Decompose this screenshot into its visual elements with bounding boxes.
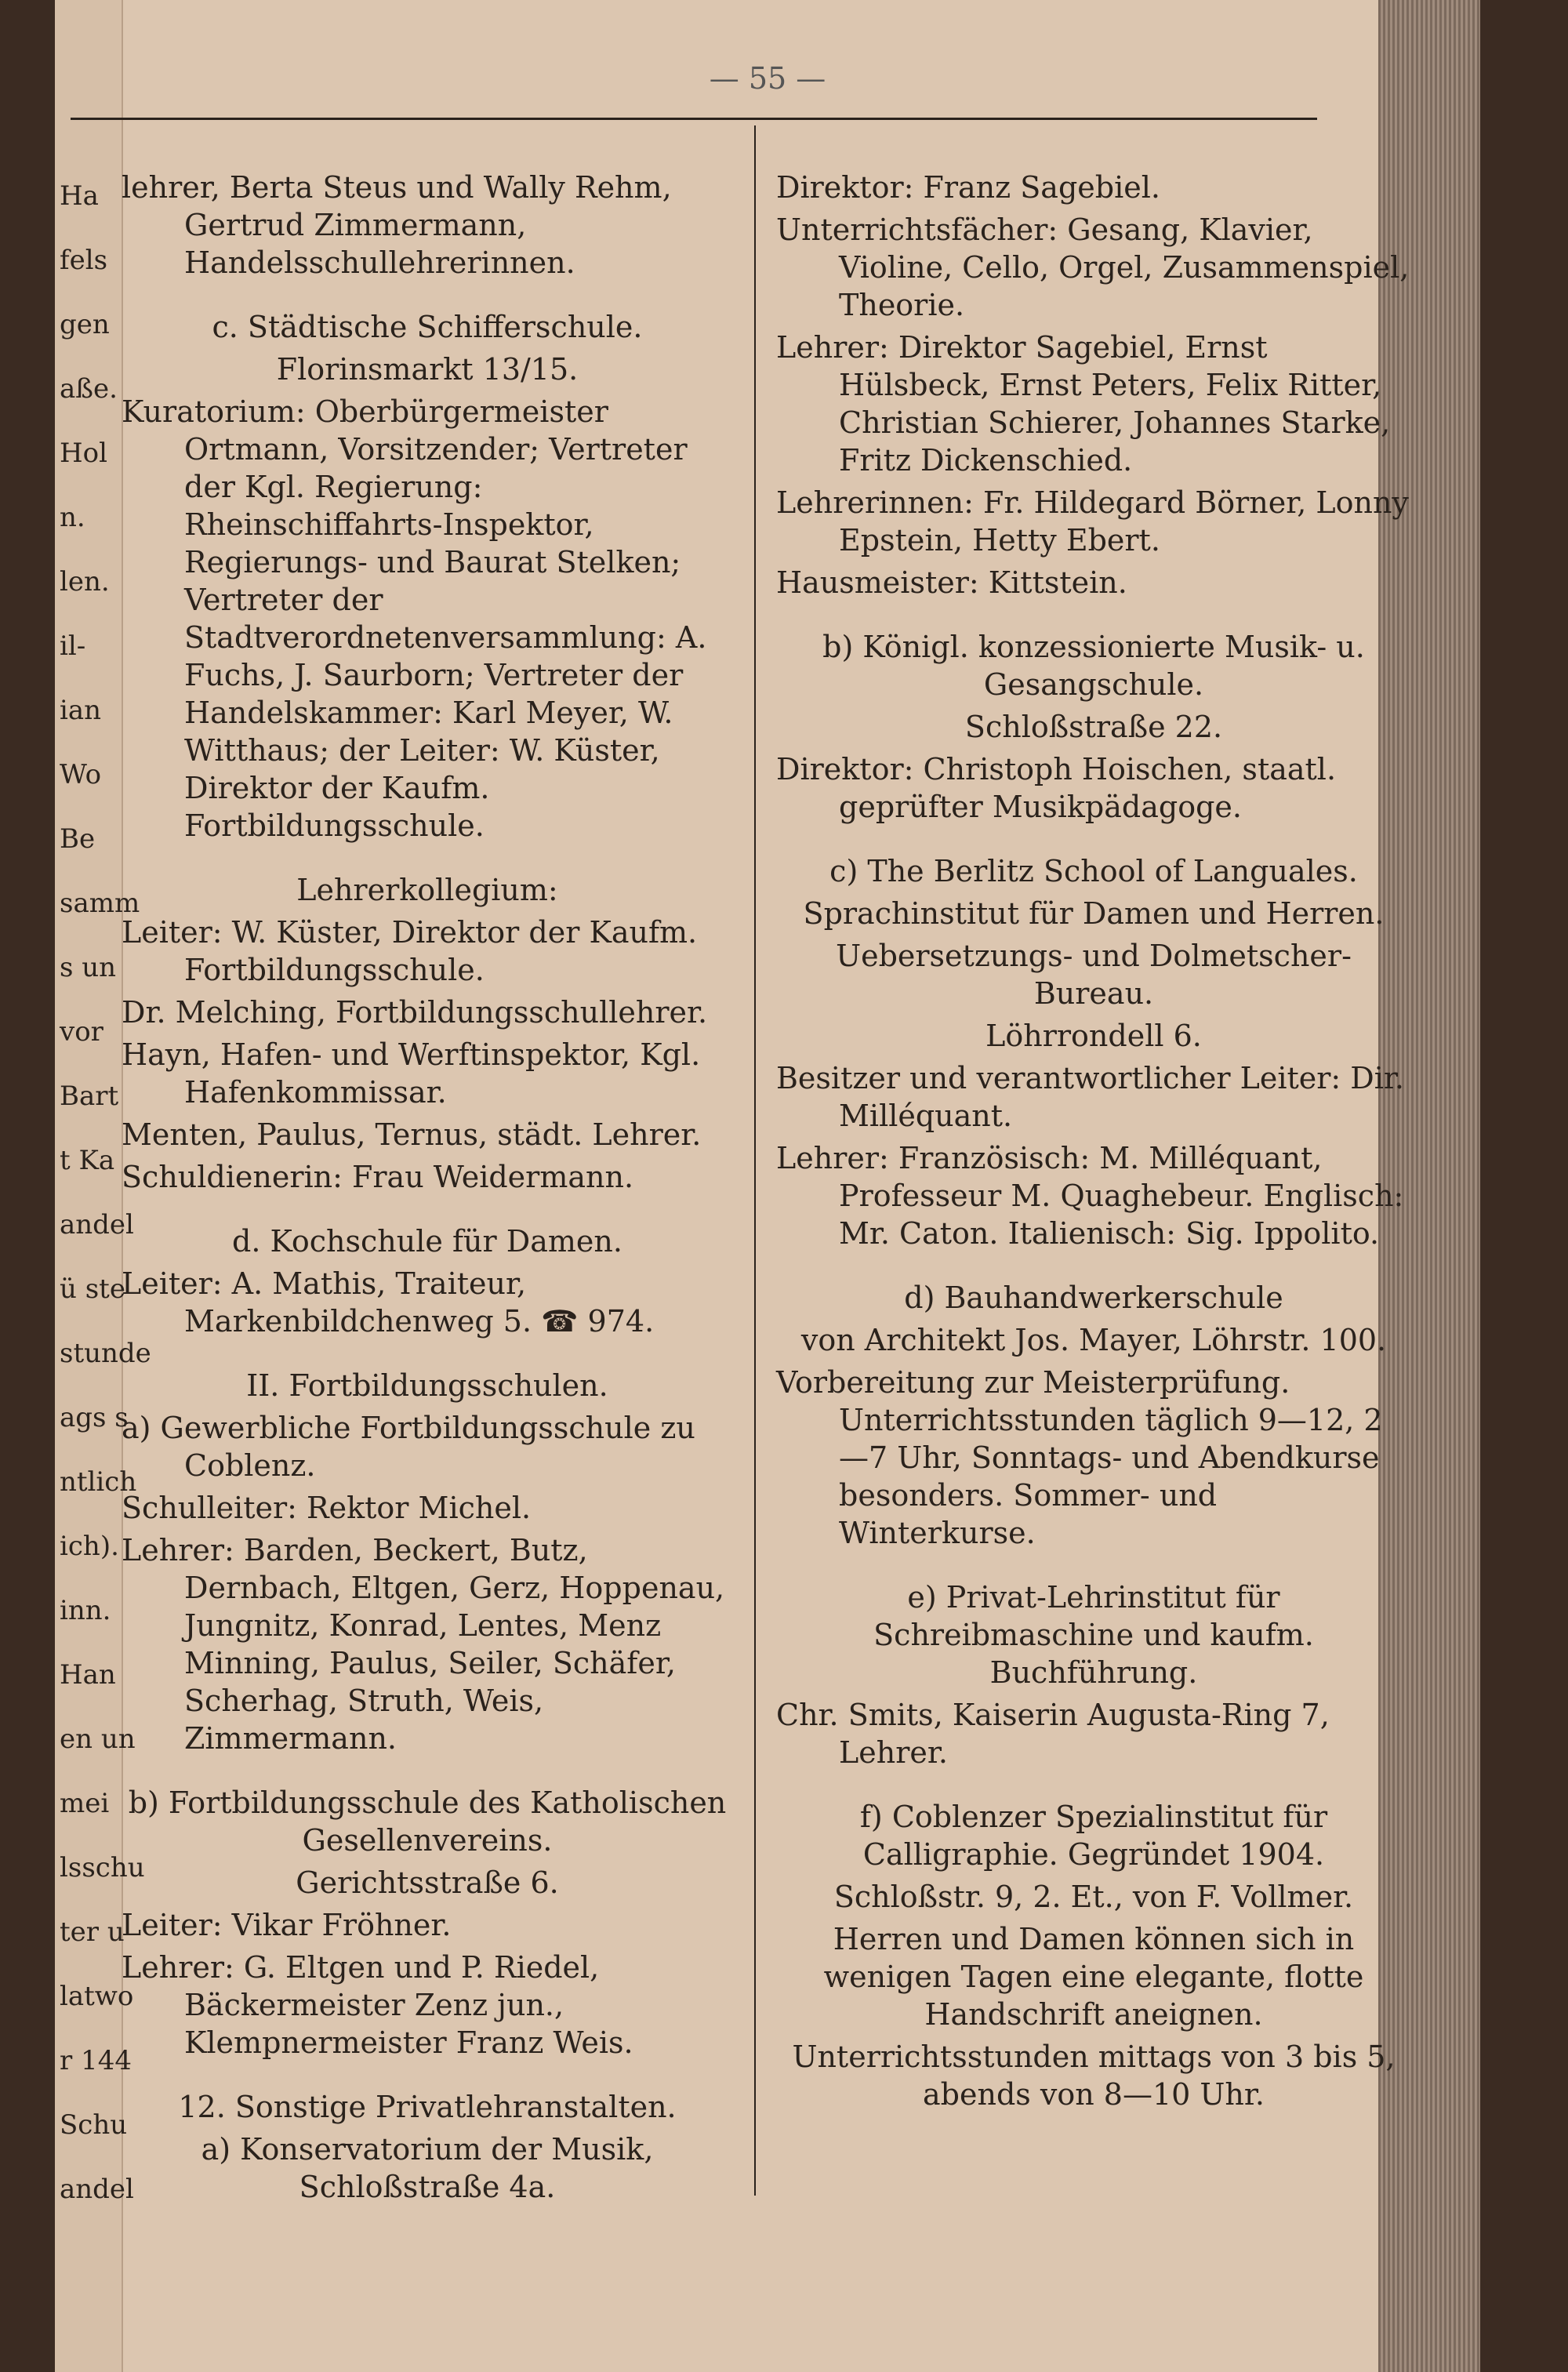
paragraph-gap bbox=[122, 1201, 733, 1222]
book-page bbox=[55, 0, 1480, 2372]
margin-fragment: s un bbox=[60, 952, 117, 983]
margin-fragment: andel bbox=[60, 1209, 134, 1240]
section-heading: II. Fortbildungsschulen. bbox=[246, 1368, 608, 1403]
margin-fragment: Wo bbox=[60, 759, 102, 790]
entry-paragraph: Schuldienerin: Frau Weidermann. bbox=[122, 1160, 634, 1194]
entry-paragraph: Lehrer: Barden, Beckert, Butz, Dernbach, Eltgen, Gerz, Hoppenau, Jungnitz, Konrad, Lentes, Menz Minning, Paulus, Seiler, Schäfer, Scherhag, Struth, Weis, Zimmermann. bbox=[122, 1533, 725, 1756]
margin-fragment: Schu bbox=[60, 2109, 128, 2141]
margin-fragment: Han bbox=[60, 1659, 116, 1691]
margin-fragment: n. bbox=[60, 502, 85, 533]
section-heading: Gerichtsstraße 6. bbox=[296, 1865, 559, 1900]
entry-paragraph: Vorbereitung zur Meisterprüfung. Unterrichtsstunden täglich 9—12, 2—7 Uhr, Sonntags- und Abendkurse besonders. Sommer- und Winterkurse. bbox=[776, 1365, 1383, 1550]
section-heading: b) Fortbildungsschule des Katholischen Gesellenvereins. bbox=[128, 1785, 727, 1858]
paragraph-gap bbox=[122, 2066, 733, 2088]
section-heading: c. Städtische Schifferschule. bbox=[212, 310, 643, 344]
margin-fragment: lsschu bbox=[60, 1852, 145, 1883]
header-rule bbox=[71, 118, 1317, 120]
margin-fragment: en un bbox=[60, 1724, 136, 1755]
margin-fragment: stunde bbox=[60, 1338, 151, 1369]
section-heading: Herren und Damen können sich in wenigen Tagen eine elegante, flotte Handschrift aneignen. bbox=[823, 1922, 1364, 2032]
entry-paragraph: Schulleiter: Rektor Michel. bbox=[122, 1491, 532, 1525]
section-heading: Sprachinstitut für Damen und Herren. bbox=[803, 896, 1385, 931]
margin-fragment: aße. bbox=[60, 373, 118, 405]
margin-fragment: vor bbox=[60, 1016, 103, 1048]
entry-paragraph: Lehrerinnen: Fr. Hildegard Börner, Lonny Epstein, Hetty Ebert. bbox=[776, 485, 1409, 558]
paragraph-gap bbox=[122, 286, 733, 308]
margin-fragment: inn. bbox=[60, 1595, 111, 1626]
margin-fragment: r 144 bbox=[60, 2045, 132, 2076]
entry-paragraph: Chr. Smits, Kaiserin Augusta-Ring 7, Lehrer. bbox=[776, 1698, 1330, 1770]
section-heading: Schloßstr. 9, 2. Et., von F. Vollmer. bbox=[833, 1880, 1354, 1914]
paragraph-gap bbox=[776, 1557, 1411, 1578]
paragraph-gap bbox=[122, 1762, 733, 1784]
margin-fragment: samm bbox=[60, 888, 140, 919]
entry-paragraph: Direktor: Franz Sagebiel. bbox=[776, 170, 1160, 205]
section-heading: Löhrrondell 6. bbox=[985, 1019, 1202, 1053]
entry-paragraph: Leiter: W. Küster, Direktor der Kaufm. Fortbildungsschule. bbox=[122, 915, 698, 987]
margin-fragment: ter u bbox=[60, 1916, 125, 1948]
paragraph-gap bbox=[776, 830, 1411, 852]
column-divider bbox=[754, 125, 756, 2196]
section-heading: d) Bauhandwerkerschule bbox=[904, 1280, 1283, 1315]
margin-fragment: fels bbox=[60, 245, 108, 276]
entry-paragraph: Besitzer und verantwortlicher Leiter: Dir. Milléquant. bbox=[776, 1061, 1404, 1133]
entry-paragraph: Lehrer: Direktor Sagebiel, Ernst Hülsbeck, Ernst Peters, Felix Ritter, Christian Schierer, Johannes Starke, Fritz Dickenschied. bbox=[776, 330, 1391, 478]
margin-fragment: Be bbox=[60, 823, 96, 855]
section-heading: Uebersetzungs- und Dolmetscher-Bureau. bbox=[836, 939, 1352, 1011]
margin-fragment: ü ste bbox=[60, 1273, 125, 1305]
section-heading: f) Coblenzer Spezialinstitut für Calligraphie. Gegründet 1904. bbox=[859, 1800, 1328, 1872]
entry-paragraph: a) Gewerbliche Fortbildungsschule zu Coblenz. bbox=[122, 1411, 695, 1483]
entry-paragraph: Leiter: Vikar Fröhner. bbox=[122, 1908, 452, 1942]
section-heading: e) Privat-Lehrinstitut für Schreibmaschine und kaufm. Buchführung. bbox=[873, 1580, 1314, 1690]
entry-paragraph: Lehrer: G. Eltgen und P. Riedel, Bäckermeister Zenz jun., Klempnermeister Franz Weis. bbox=[122, 1950, 633, 2060]
section-heading: d. Kochschule für Damen. bbox=[232, 1224, 622, 1259]
entry-paragraph: Unterrichtsfächer: Gesang, Klavier, Violine, Cello, Orgel, Zusammenspiel, Theorie. bbox=[776, 212, 1410, 322]
margin-fragment: mei bbox=[60, 1788, 110, 1819]
section-heading: Lehrerkollegium: bbox=[296, 873, 558, 907]
entry-paragraph: Kuratorium: Oberbürgermeister Ortmann, Vorsitzender; Vertreter der Kgl. Regierung: Rheinschiffahrts-Inspektor, Regierungs- und Baurat Stelken; Vertreter der Stadtverordnetenversammlung: A. Fuchs, J. Saurborn; Vertreter der Handelskammer: Karl Meyer, W. Witthaus; der Leiter: W. Küster, Direktor der Kaufm. Fortbildungsschule. bbox=[122, 394, 707, 843]
margin-fragment: Bart bbox=[60, 1081, 119, 1112]
entry-paragraph: Lehrer: Französisch: M. Milléquant, Professeur M. Quaghebeur. Englisch: Mr. Caton. Italienisch: Sig. Ippolito. bbox=[776, 1141, 1404, 1251]
right-column bbox=[776, 169, 1411, 2118]
page-number: — 55 — bbox=[709, 61, 826, 96]
paragraph-gap bbox=[776, 606, 1411, 628]
margin-fragment: ian bbox=[60, 695, 102, 726]
margin-fragment: len. bbox=[60, 566, 110, 598]
margin-fragment: Ha bbox=[60, 180, 99, 212]
entry-paragraph: Dr. Melching, Fortbildungsschullehrer. bbox=[122, 995, 708, 1030]
margin-fragment: il- bbox=[60, 630, 86, 662]
margin-fragment: andel bbox=[60, 2174, 134, 2205]
section-heading: Schloßstraße 22. bbox=[964, 710, 1223, 744]
section-heading: von Architekt Jos. Mayer, Löhrstr. 100. bbox=[800, 1323, 1387, 1357]
margin-fragment: Hol bbox=[60, 438, 107, 469]
section-heading: c) The Berlitz School of Languales. bbox=[829, 854, 1358, 888]
entry-paragraph: Direktor: Christoph Hoischen, staatl. geprüfter Musikpädagoge. bbox=[776, 752, 1337, 824]
section-heading: a) Konservatorium der Musik, Schloßstraße 4a. bbox=[201, 2132, 654, 2204]
section-heading: 12. Sonstige Privatlehranstalten. bbox=[178, 2090, 677, 2124]
section-heading: Florinsmarkt 13/15. bbox=[276, 352, 579, 387]
entry-paragraph: Hayn, Hafen- und Werftinspektor, Kgl. Hafenkommissar. bbox=[122, 1037, 701, 1110]
left-column bbox=[122, 169, 733, 2210]
paragraph-gap bbox=[122, 849, 733, 871]
entry-paragraph: Menten, Paulus, Ternus, städt. Lehrer. bbox=[122, 1117, 702, 1152]
margin-fragment: gen bbox=[60, 309, 110, 340]
margin-fragment: t Ka bbox=[60, 1145, 115, 1176]
paragraph-gap bbox=[776, 1776, 1411, 1798]
margin-fragment: latwo bbox=[60, 1981, 134, 2012]
entry-paragraph: Leiter: A. Mathis, Traiteur, Markenbildchenweg 5. ☎ 974. bbox=[122, 1266, 655, 1339]
entry-paragraph: Hausmeister: Kittstein. bbox=[776, 565, 1127, 600]
margin-fragment: ntlich bbox=[60, 1466, 137, 1498]
page-gutter bbox=[55, 0, 151, 2372]
paragraph-gap bbox=[122, 1345, 733, 1367]
margin-fragment: ich). bbox=[60, 1531, 119, 1562]
paragraph-gap bbox=[776, 1257, 1411, 1279]
entry-paragraph: lehrer, Berta Steus und Wally Rehm, Gertrud Zimmermann, Handelsschullehrerinnen. bbox=[122, 170, 672, 280]
section-heading: b) Königl. konzessionierte Musik- u. Gesangschule. bbox=[822, 630, 1365, 702]
section-heading: Unterrichtsstunden mittags von 3 bis 5, abends von 8—10 Uhr. bbox=[792, 2040, 1396, 2112]
margin-fragment: ags s bbox=[60, 1402, 129, 1433]
